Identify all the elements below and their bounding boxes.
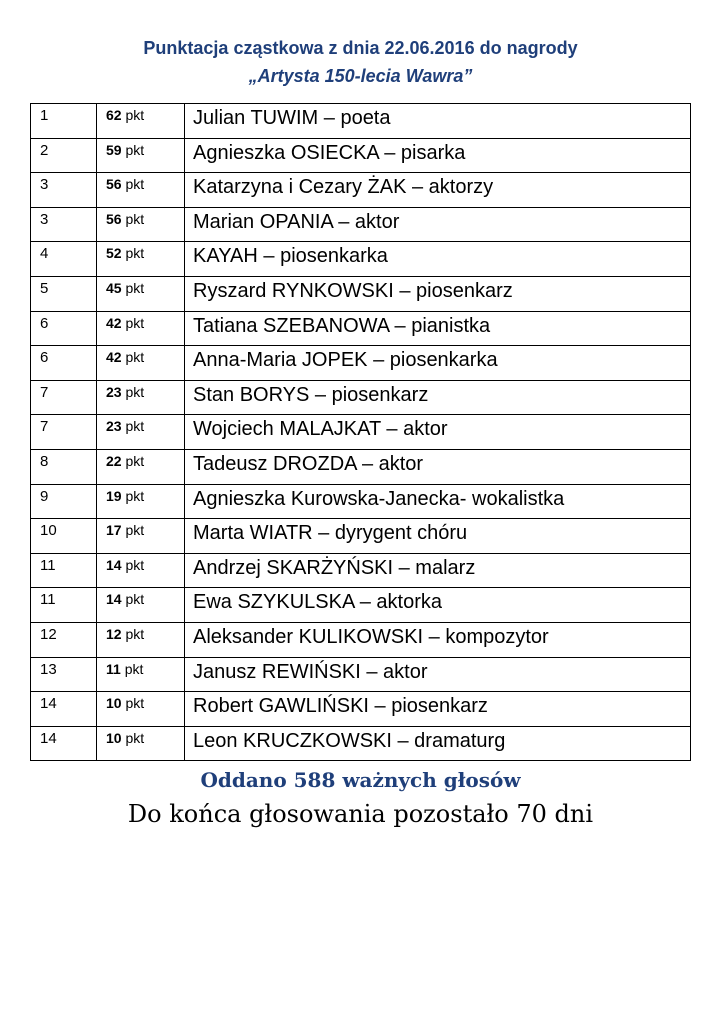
points-cell — [97, 519, 185, 554]
table-row — [31, 692, 691, 727]
points-value: 56 — [106, 210, 122, 227]
table-row — [31, 588, 691, 623]
artist-cell: Wojciech MALAJKAT – aktor — [185, 415, 691, 450]
points-value: 56 — [106, 176, 122, 193]
points-value: 14 — [106, 556, 122, 573]
rank-cell: 10 — [31, 519, 97, 554]
points-value: 17 — [106, 522, 122, 539]
points-cell — [97, 692, 185, 727]
votes-summary: Oddano 588 ważnych głosów — [200, 768, 521, 792]
points-cell — [97, 242, 185, 277]
points-unit: pkt — [125, 383, 145, 400]
points-cell — [97, 311, 185, 346]
rank-cell: 7 — [31, 380, 97, 415]
points-cell — [97, 657, 185, 692]
points-cell — [97, 380, 185, 415]
rank-cell: 4 — [31, 242, 97, 277]
rank-cell: 11 — [31, 588, 97, 623]
points-value: 62 — [106, 107, 122, 123]
table-row — [31, 138, 691, 173]
artist-cell: Katarzyna i Cezary ŻAK – aktorzy — [185, 173, 691, 208]
artist-cell: Robert GAWLIŃSKI – piosenkarz — [185, 692, 691, 727]
points-unit: pkt — [125, 418, 145, 435]
points-unit: pkt — [125, 695, 145, 712]
page-title: Punktacja cząstkowa z dnia 22.06.2016 do nagrody — [143, 38, 578, 58]
artist-cell: Tatiana SZEBANOWA – pianistka — [185, 311, 691, 346]
table-row — [31, 726, 691, 761]
points-value: 11 — [106, 660, 121, 677]
points-unit: pkt — [125, 176, 145, 193]
table-row — [31, 553, 691, 588]
table-row — [31, 449, 691, 484]
table-row — [31, 415, 691, 450]
points-cell — [97, 138, 185, 173]
points-value: 42 — [106, 314, 122, 331]
table-row — [31, 657, 691, 692]
points-unit: pkt — [125, 279, 145, 296]
points-cell — [97, 553, 185, 588]
rank-cell: 3 — [31, 207, 97, 242]
table-row — [31, 380, 691, 415]
table-row — [31, 346, 691, 381]
points-unit: pkt — [125, 245, 145, 262]
points-cell — [97, 726, 185, 761]
points-unit: pkt — [125, 556, 145, 573]
points-unit: pkt — [125, 522, 145, 539]
page-subtitle: „Artysta 150-lecia Wawra” — [248, 66, 473, 86]
points-cell — [97, 415, 185, 450]
rank-cell: 3 — [31, 173, 97, 208]
artist-cell: Agnieszka Kurowska-Janecka- wokalistka — [185, 484, 691, 519]
points-value: 22 — [106, 452, 122, 469]
rank-cell: 13 — [31, 657, 97, 692]
artist-cell: Julian TUWIM – poeta — [185, 104, 691, 139]
ranking-table — [30, 103, 691, 761]
points-unit: pkt — [125, 729, 145, 746]
points-cell — [97, 588, 185, 623]
rank-cell: 9 — [31, 484, 97, 519]
points-unit: pkt — [125, 591, 145, 608]
points-value: 52 — [106, 245, 122, 262]
artist-cell: Agnieszka OSIECKA – pisarka — [185, 138, 691, 173]
table-row — [31, 311, 691, 346]
artist-cell: Ryszard RYNKOWSKI – piosenkarz — [185, 276, 691, 311]
points-cell — [97, 276, 185, 311]
table-row — [31, 207, 691, 242]
rank-cell: 2 — [31, 138, 97, 173]
points-cell — [97, 104, 185, 139]
points-unit: pkt — [125, 314, 145, 331]
points-unit: pkt — [125, 625, 145, 642]
artist-cell: Marta WIATR – dyrygent chóru — [185, 519, 691, 554]
rank-cell: 1 — [31, 104, 97, 139]
points-cell — [97, 346, 185, 381]
artist-cell: KAYAH – piosenkarka — [185, 242, 691, 277]
points-unit: pkt — [125, 487, 145, 504]
rank-cell: 5 — [31, 276, 97, 311]
rank-cell: 12 — [31, 622, 97, 657]
table-row — [31, 276, 691, 311]
table-row — [31, 242, 691, 277]
rank-cell: 14 — [31, 692, 97, 727]
artist-cell: Leon KRUCZKOWSKI – dramaturg — [185, 726, 691, 761]
artist-cell: Stan BORYS – piosenkarz — [185, 380, 691, 415]
points-cell — [97, 207, 185, 242]
points-unit: pkt — [125, 141, 145, 158]
rank-cell: 6 — [31, 346, 97, 381]
artist-cell: Ewa SZYKULSKA – aktorka — [185, 588, 691, 623]
points-unit: pkt — [125, 210, 145, 227]
points-unit: pkt — [124, 660, 144, 677]
points-unit: pkt — [125, 452, 145, 469]
points-value: 59 — [106, 141, 122, 158]
artist-cell: Janusz REWIŃSKI – aktor — [185, 657, 691, 692]
table-row — [31, 104, 691, 139]
points-value: 23 — [106, 383, 122, 400]
table-row — [31, 622, 691, 657]
table-row — [31, 484, 691, 519]
rank-cell: 6 — [31, 311, 97, 346]
points-cell — [97, 173, 185, 208]
points-value: 45 — [106, 279, 122, 296]
points-value: 42 — [106, 349, 122, 366]
rank-cell: 14 — [31, 726, 97, 761]
points-unit: pkt — [125, 349, 145, 366]
points-value: 14 — [106, 591, 122, 608]
points-cell — [97, 622, 185, 657]
artist-cell: Marian OPANIA – aktor — [185, 207, 691, 242]
points-cell — [97, 484, 185, 519]
points-value: 12 — [106, 625, 122, 642]
points-value: 10 — [106, 729, 122, 746]
remaining-days: Do końca głosowania pozostało 70 dni — [127, 800, 594, 828]
points-cell — [97, 449, 185, 484]
artist-cell: Anna-Maria JOPEK – piosenkarka — [185, 346, 691, 381]
points-value: 19 — [106, 487, 122, 504]
artist-cell: Tadeusz DROZDA – aktor — [185, 449, 691, 484]
points-value: 23 — [106, 418, 122, 435]
points-unit: pkt — [125, 107, 145, 123]
rank-cell: 7 — [31, 415, 97, 450]
artist-cell: Andrzej SKARŻYŃSKI – malarz — [185, 553, 691, 588]
table-row — [31, 173, 691, 208]
table-row — [31, 519, 691, 554]
artist-cell: Aleksander KULIKOWSKI – kompozytor — [185, 622, 691, 657]
rank-cell: 8 — [31, 449, 97, 484]
rank-cell: 11 — [31, 553, 97, 588]
points-value: 10 — [106, 695, 122, 712]
